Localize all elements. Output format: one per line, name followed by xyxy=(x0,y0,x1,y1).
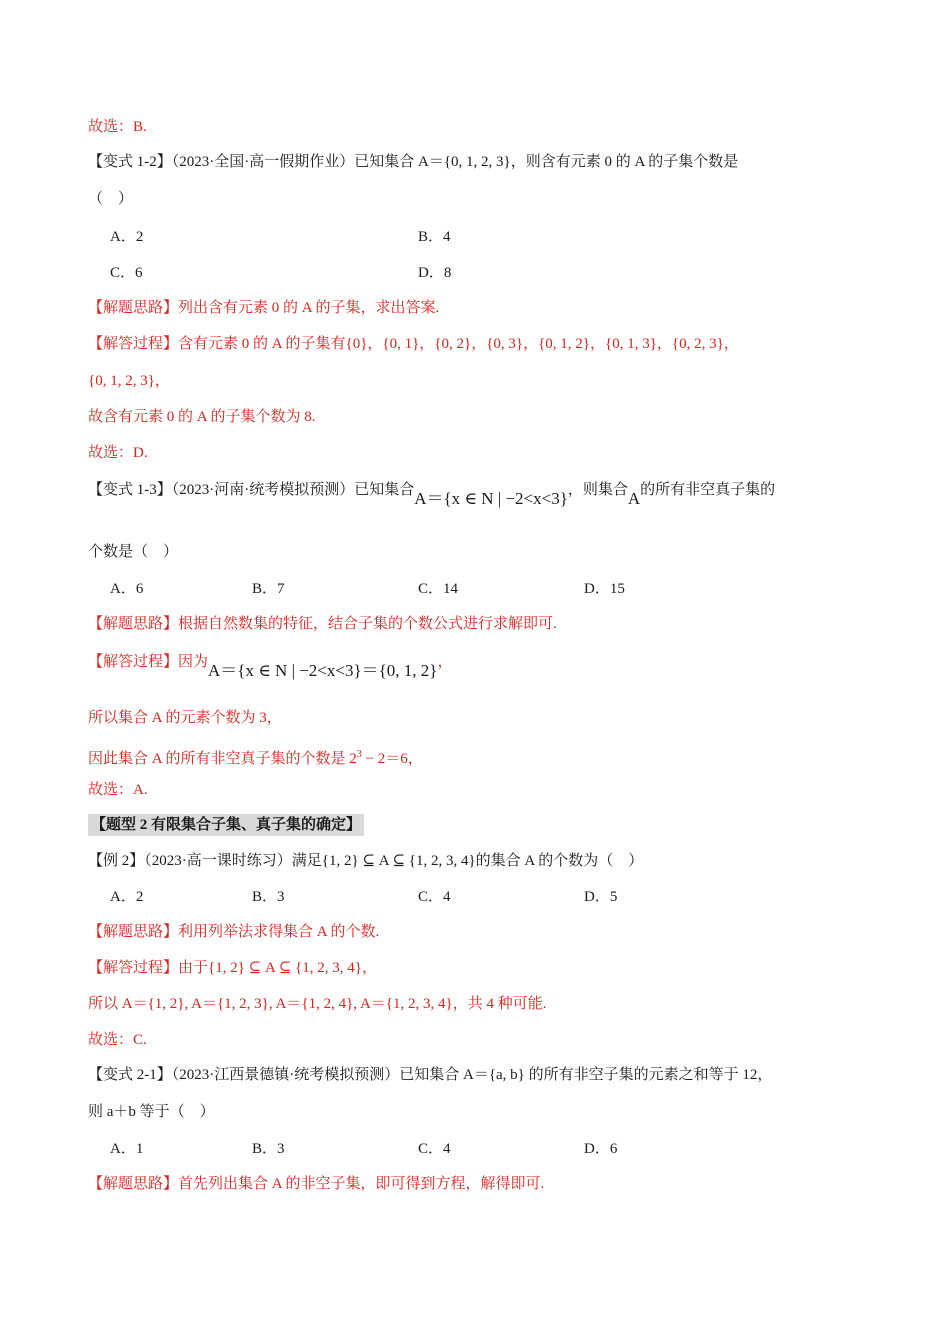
exponent: 3 xyxy=(356,749,362,760)
punctuation: ， xyxy=(437,654,453,670)
question-variant-2-1: 【变式 2-1】（2023·江西景德镇·统考模拟预测）已知集合 A＝{a, b} 的所有非空子集的元素之和等于 12， xyxy=(88,1067,773,1083)
solution-conclusion: 故含有元素 0 的 A 的子集个数为 8. xyxy=(88,409,316,425)
option-c: C．6 xyxy=(110,265,143,281)
question-text: 的所有非空真子集的 xyxy=(640,482,776,498)
solution-text: − 2＝6， xyxy=(361,751,423,767)
option-a: A．6 xyxy=(110,581,144,597)
option-b: B．4 xyxy=(418,229,451,245)
option-b: B．3 xyxy=(252,889,285,905)
solution-idea: 【解题思路】根据自然数集的特征，结合子集的个数公式进行求解即可. xyxy=(88,616,557,632)
solution-line xyxy=(88,744,423,770)
solution-process xyxy=(88,650,453,680)
section-heading: 【题型 2 有限集合子集、真子集的确定】 xyxy=(88,814,364,836)
answer-line: 故选：A. xyxy=(88,782,148,798)
question-text: 【变式 1-3】（2023·河南·统考模拟预测）已知集合 xyxy=(88,482,415,498)
option-c: C．4 xyxy=(418,1141,451,1157)
question-text-cont: 个数是（ ） xyxy=(88,544,179,560)
option-a: A．1 xyxy=(110,1141,144,1157)
example-2: 【例 2】（2023·高一课时练习）满足{1, 2} ⊆ A ⊆ {1, 2, 3, 4}的集合 A 的个数为（ ） xyxy=(88,853,644,869)
answer-line: 故选：D. xyxy=(88,445,148,461)
answer-line: 故选：C. xyxy=(88,1032,147,1048)
solution-line: 所以集合 A 的元素个数为 3， xyxy=(88,710,282,726)
solution-process-cont: {0, 1, 2, 3}， xyxy=(88,373,170,389)
option-c: C．14 xyxy=(418,581,459,597)
solution-line: 所以 A＝{1, 2}, A＝{1, 2, 3}, A＝{1, 2, 4}, A＝{1, 2, 3, 4}，共 4 种可能. xyxy=(88,996,547,1012)
solution-process: 【解答过程】由于{1, 2} ⊆ A ⊆ {1, 2, 3, 4}， xyxy=(88,960,377,976)
solution-label: 【解答过程】因为 xyxy=(88,654,209,670)
set-expression: A＝{x ∈ N | −2<x<3} xyxy=(414,489,568,508)
solution-idea: 【解题思路】列出含有元素 0 的 A 的子集，求出答案. xyxy=(88,300,440,316)
solution-text: 因此集合 A 的所有非空真子集的个数是 2 xyxy=(88,751,357,767)
option-a: A．2 xyxy=(110,229,144,245)
set-expression: A＝{x ∈ N | −2<x<3}＝{0, 1, 2} xyxy=(208,661,438,680)
option-b: B．3 xyxy=(252,1141,285,1157)
solution-idea: 【解题思路】利用列举法求得集合 A 的个数. xyxy=(88,924,380,940)
option-d: D．8 xyxy=(418,265,452,281)
option-b: B．7 xyxy=(252,581,285,597)
answer-blank: （ ） xyxy=(88,191,134,207)
solution-process: 【解答过程】含有元素 0 的 A 的子集有{0}，{0, 1}，{0, 2}，{0, 3}，{0, 1, 2}，{0, 1, 3}，{0, 2, 3}， xyxy=(88,336,739,352)
question-text: ，则集合 xyxy=(567,482,628,498)
question-variant-1-2: 【变式 1-2】（2023·全国·高一假期作业）已知集合 A＝{0, 1, 2, 3}，则含有元素 0 的 A 的子集个数是 xyxy=(88,154,739,170)
option-a: A．2 xyxy=(110,889,144,905)
option-c: C．4 xyxy=(418,889,451,905)
set-name: A xyxy=(627,489,641,508)
option-d: D．6 xyxy=(584,1141,618,1157)
option-d: D．15 xyxy=(584,581,625,597)
answer-line: 故选：B. xyxy=(88,119,147,135)
option-d: D．5 xyxy=(584,889,618,905)
question-variant-1-3 xyxy=(88,478,776,508)
solution-idea: 【解题思路】首先列出集合 A 的非空子集，即可得到方程，解得即可. xyxy=(88,1176,545,1192)
question-text-cont: 则 a＋b 等于（ ） xyxy=(88,1104,215,1120)
